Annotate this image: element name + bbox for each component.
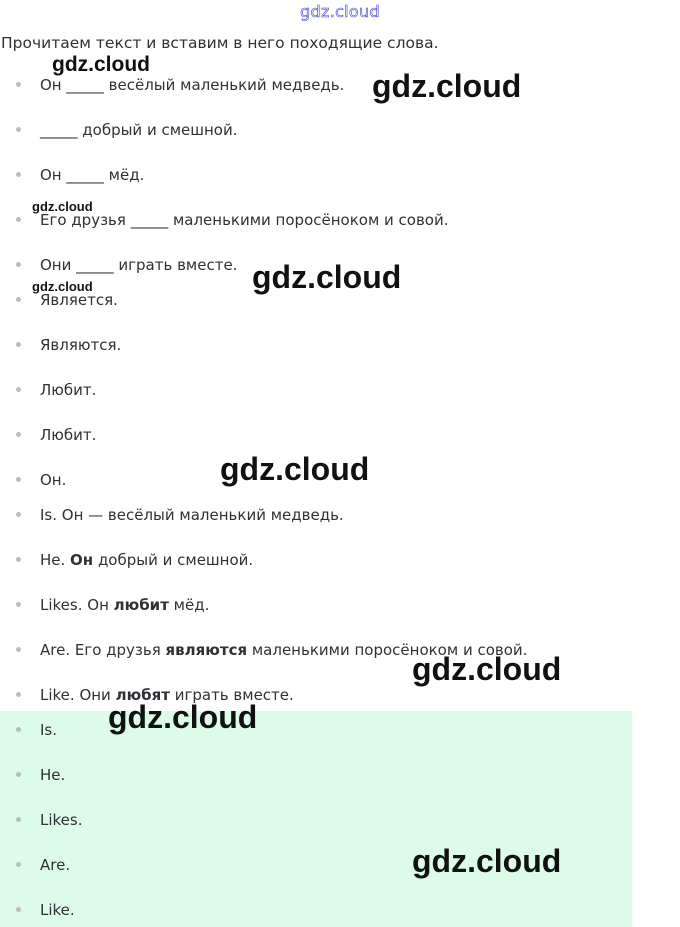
list-item [16, 548, 253, 572]
list-item [16, 423, 96, 447]
item-text: He. [40, 766, 66, 784]
item-text: Likes. [40, 811, 83, 829]
item-text: маленькими поросёноком и совой. [247, 641, 528, 659]
bullet-icon [16, 602, 21, 607]
list-item [16, 118, 237, 142]
bullet-icon [16, 172, 21, 177]
bullet-icon [16, 817, 21, 822]
item-text: Is. Он — весёлый маленький медведь. [40, 506, 344, 524]
item-text: Он _____ мёд. [40, 166, 145, 184]
item-text: Is. [40, 721, 58, 739]
item-text: Любит. [40, 381, 97, 399]
item-text: Are. [40, 856, 71, 874]
item-text: Является. [40, 291, 118, 309]
bullet-icon [16, 647, 21, 652]
list-item [16, 853, 70, 877]
item-text: Они _____ играть вместе. [40, 256, 238, 274]
list-item [16, 808, 83, 832]
item-text: _____ добрый и смешной. [40, 121, 238, 139]
item-text: Like. Они [40, 686, 116, 704]
list-item [16, 898, 75, 922]
answer-word: Он [70, 551, 94, 569]
bullet-icon [16, 262, 21, 267]
answer-word: любит [113, 596, 169, 614]
item-text: Он _____ весёлый маленький медведь. [40, 76, 345, 94]
bullet-icon [16, 432, 21, 437]
watermark-text: gdz.cloud [32, 199, 93, 214]
bullet-icon [16, 862, 21, 867]
intro-text: Прочитаем текст и вставим в него походящие слова. [1, 34, 439, 52]
bullet-icon [16, 82, 21, 87]
watermark-text: gdz.cloud [220, 451, 370, 487]
item-text: Его друзья _____ маленькими поросёноком и совой. [40, 211, 449, 229]
bullet-icon [16, 477, 21, 482]
bullet-icon [16, 512, 21, 517]
list-item [16, 253, 237, 277]
watermark-text: gdz.cloud [32, 279, 93, 294]
item-text: играть вместе. [169, 686, 294, 704]
watermark-text: gdz.cloud [108, 699, 258, 735]
item-text: He. [40, 551, 71, 569]
item-text: Likes. Он [40, 596, 114, 614]
item-text: Являются. [40, 336, 122, 354]
list-item [16, 468, 66, 492]
bullet-icon [16, 342, 21, 347]
item-text: добрый и смешной. [93, 551, 254, 569]
site-logo: gdz.cloud [300, 2, 380, 21]
bullet-icon [16, 127, 21, 132]
bullet-icon [16, 772, 21, 777]
watermark-text: gdz.cloud [252, 259, 402, 295]
bullet-icon [16, 297, 21, 302]
watermark-text: gdz.cloud [412, 651, 562, 687]
answer-word: любят [115, 686, 170, 704]
watermark-text: gdz.cloud [372, 68, 522, 104]
answer-word: являются [165, 641, 248, 659]
item-text: мёд. [168, 596, 210, 614]
item-text: Are. Его друзья [40, 641, 166, 659]
bullet-icon [16, 727, 21, 732]
bullet-icon [16, 217, 21, 222]
item-text: Он. [40, 471, 67, 489]
item-text: Любит. [40, 426, 97, 444]
item-text: Like. [40, 901, 75, 919]
list-item [16, 593, 209, 617]
list-item [16, 378, 96, 402]
bullet-icon [16, 557, 21, 562]
bullet-icon [16, 907, 21, 912]
watermark-text: gdz.cloud [412, 843, 562, 879]
bullet-icon [16, 692, 21, 697]
list-item [16, 333, 121, 357]
list-item [16, 503, 344, 527]
list-item [16, 163, 144, 187]
watermark-text: gdz.cloud [52, 53, 150, 76]
list-item [16, 718, 57, 742]
bullet-icon [16, 387, 21, 392]
list-item [16, 763, 65, 787]
